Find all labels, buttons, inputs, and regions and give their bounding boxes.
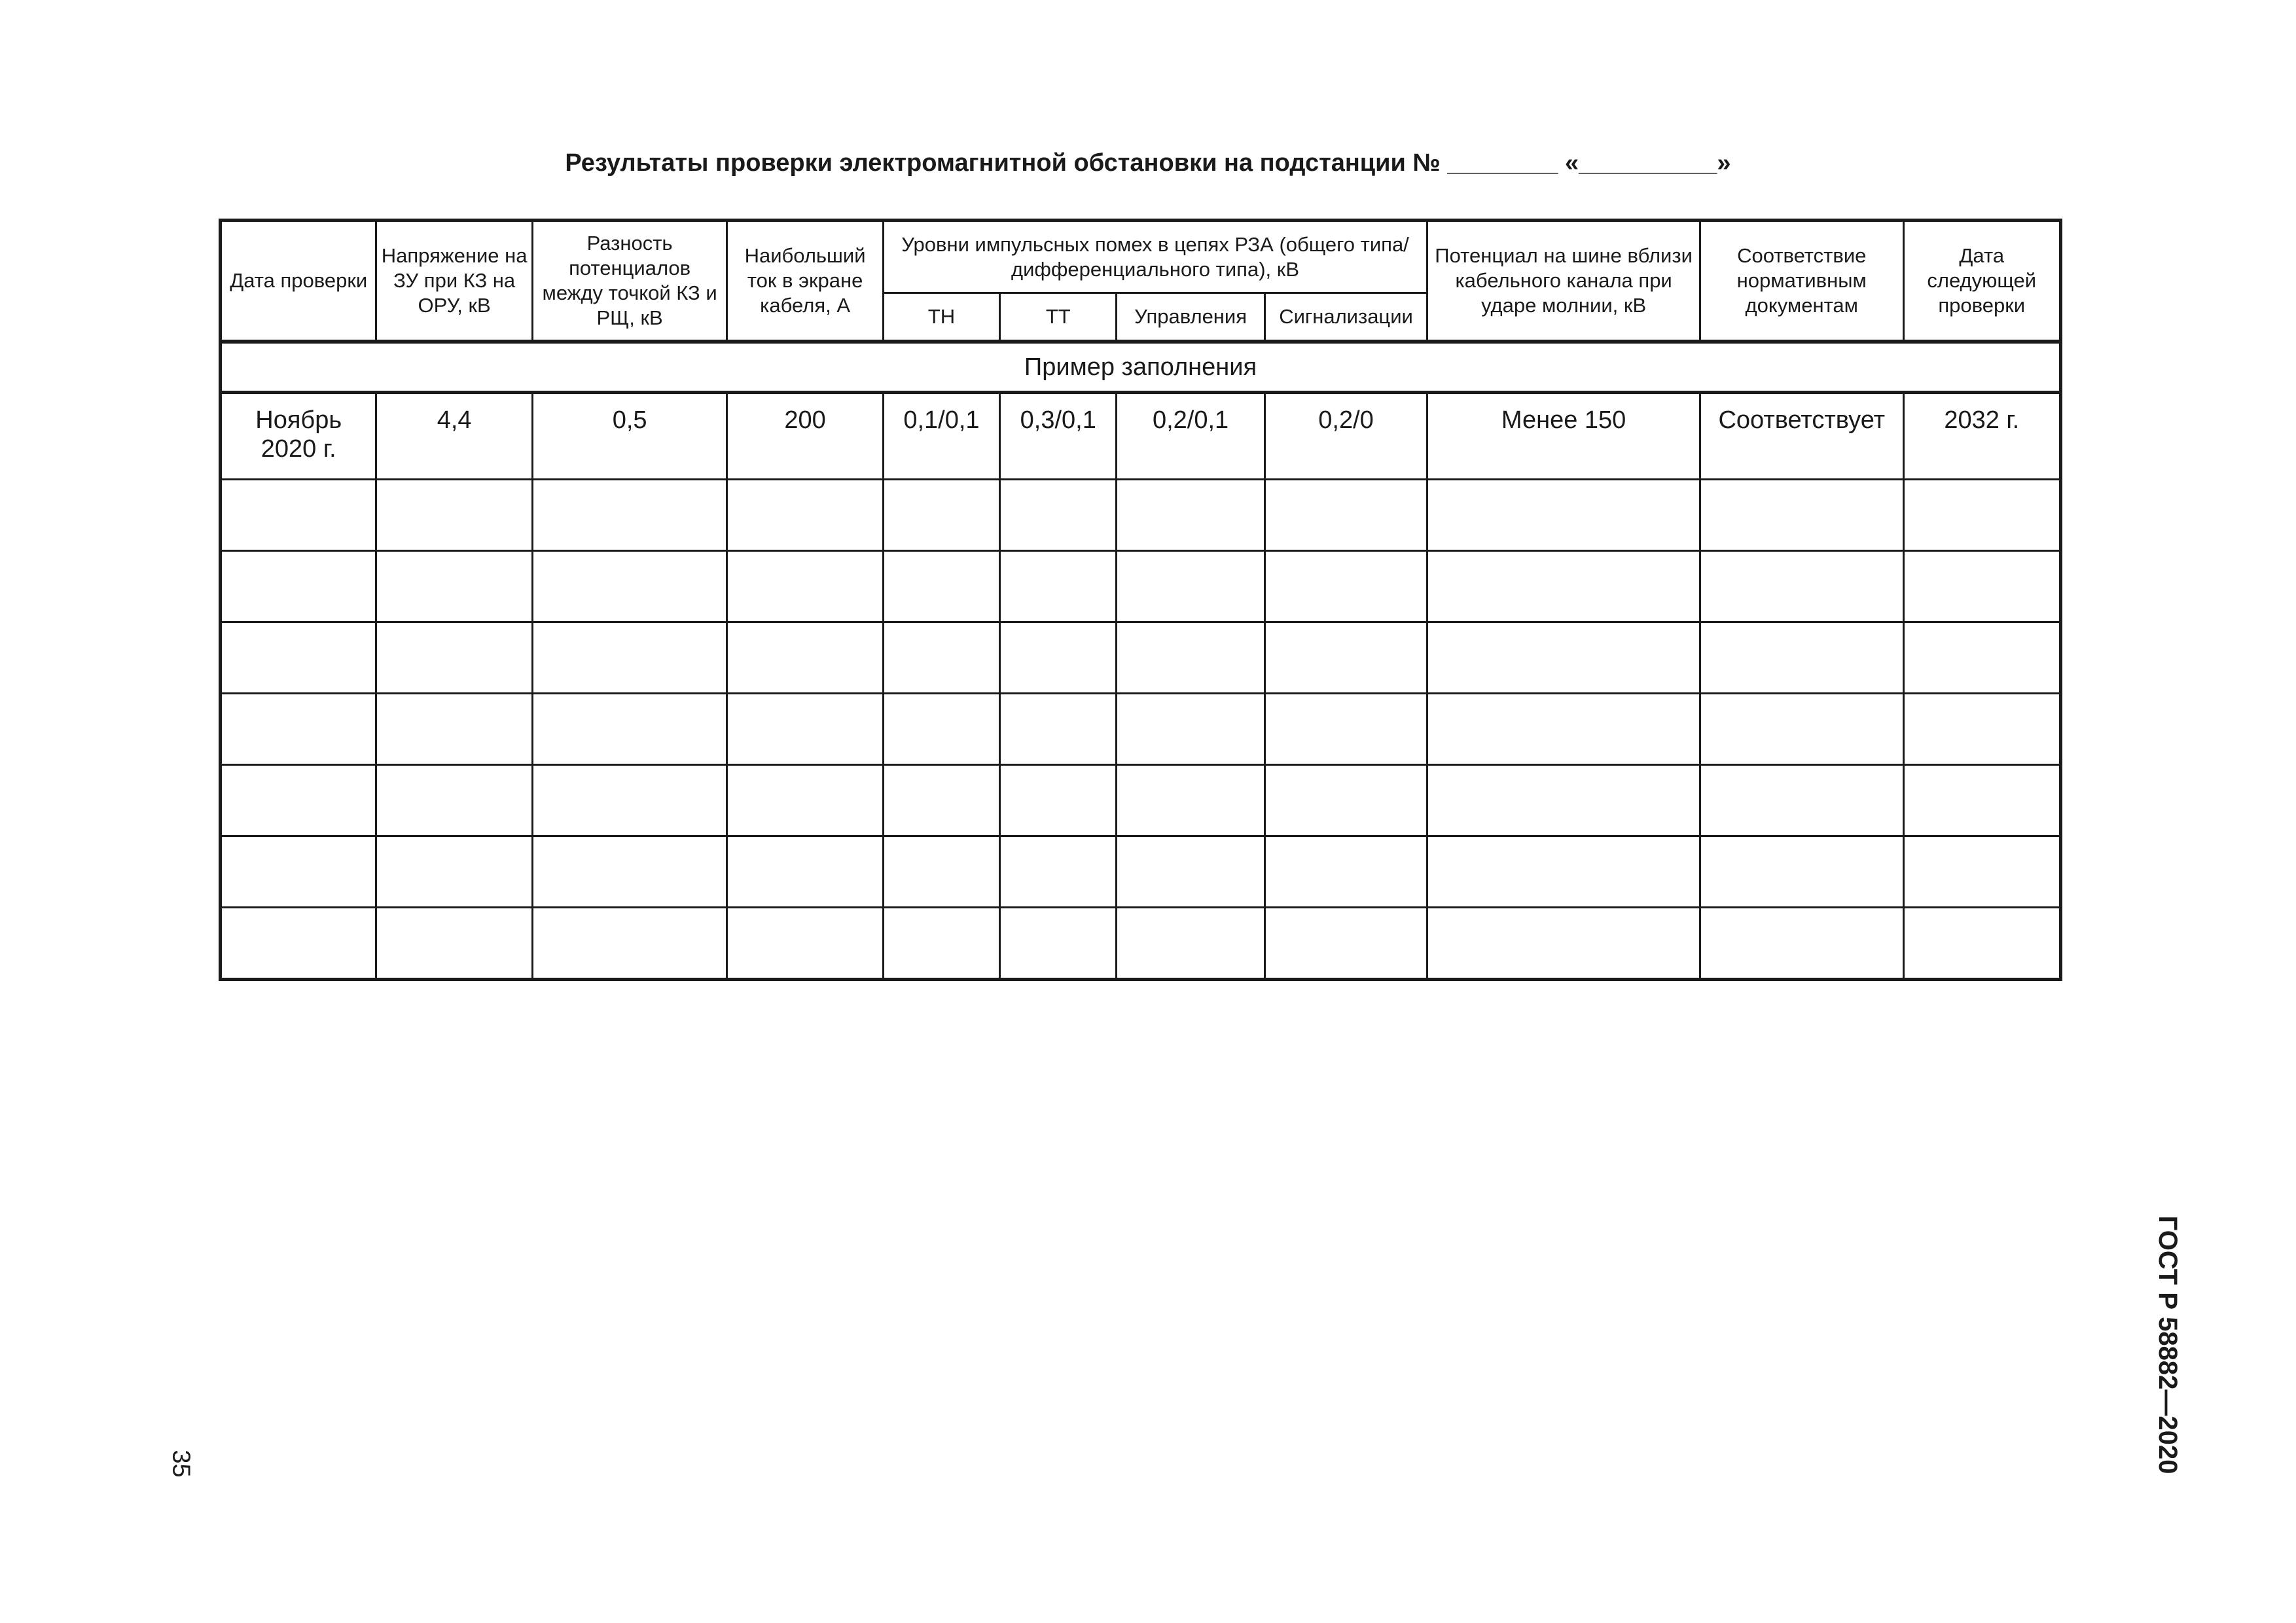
cell-compliance: Соответствует — [1700, 393, 1903, 480]
inspection-results-table — [219, 219, 2062, 981]
empty-cell — [376, 908, 532, 980]
empty-cell — [1427, 694, 1700, 765]
empty-cell — [883, 908, 999, 980]
empty-row — [221, 622, 2061, 694]
empty-row — [221, 551, 2061, 622]
empty-cell — [727, 765, 883, 836]
empty-row — [221, 765, 2061, 836]
empty-cell — [1265, 765, 1427, 836]
empty-row — [221, 694, 2061, 765]
empty-cell — [1117, 694, 1265, 765]
empty-cell — [1700, 694, 1903, 765]
cell-potential-difference: 0,5 — [532, 393, 727, 480]
empty-cell — [1427, 836, 1700, 908]
header-impulse-levels: Уровни импульсных помех в цепях РЗА (общего типа/дифференциального типа), кВ — [883, 221, 1427, 293]
cell-control: 0,2/0,1 — [1117, 393, 1265, 480]
empty-cell — [1000, 908, 1117, 980]
empty-cell — [1265, 694, 1427, 765]
header-bus-potential: Потенциал на шине вблизи кабельного канала при ударе молнии, кВ — [1427, 221, 1700, 342]
header-potential-difference: Разность потенциалов между точкой КЗ и РЩ, кВ — [532, 221, 727, 342]
empty-cell — [1117, 908, 1265, 980]
empty-cell — [221, 694, 376, 765]
cell-tt: 0,3/0,1 — [1000, 393, 1117, 480]
document-code: ГОСТ Р 58882—2020 — [2153, 1215, 2182, 1474]
empty-cell — [532, 836, 727, 908]
empty-cell — [1903, 480, 2060, 551]
sample-row — [221, 393, 2061, 480]
cell-tn: 0,1/0,1 — [883, 393, 999, 480]
empty-cell — [1117, 480, 1265, 551]
empty-cell — [532, 551, 727, 622]
empty-cell — [1265, 480, 1427, 551]
empty-cell — [1265, 622, 1427, 694]
page-title: Результаты проверки электромагнитной обстановки на подстанции № ________ «__________» — [565, 149, 1731, 177]
example-label: Пример заполнения — [221, 342, 2061, 393]
empty-cell — [221, 765, 376, 836]
header-signaling: Сигнализации — [1265, 293, 1427, 342]
empty-cell — [1903, 694, 2060, 765]
empty-cell — [1000, 622, 1117, 694]
empty-cell — [376, 765, 532, 836]
empty-cell — [221, 836, 376, 908]
empty-cell — [727, 908, 883, 980]
empty-cell — [1117, 622, 1265, 694]
empty-cell — [883, 836, 999, 908]
empty-cell — [376, 694, 532, 765]
empty-cell — [221, 480, 376, 551]
empty-cell — [727, 551, 883, 622]
empty-row — [221, 836, 2061, 908]
example-label-row — [221, 342, 2061, 393]
empty-cell — [1903, 551, 2060, 622]
header-max-current: Наибольший ток в экране кабеля, А — [727, 221, 883, 342]
cell-date: Ноябрь 2020 г. — [221, 393, 376, 480]
empty-cell — [883, 551, 999, 622]
header-row — [221, 221, 2061, 293]
header-voltage: Напряжение на ЗУ при КЗ на ОРУ, кВ — [376, 221, 532, 342]
empty-row — [221, 908, 2061, 980]
empty-cell — [1000, 694, 1117, 765]
header-compliance: Соответствие нормативным документам — [1700, 221, 1903, 342]
empty-cell — [883, 622, 999, 694]
empty-cell — [1000, 765, 1117, 836]
cell-bus-potential: Менее 150 — [1427, 393, 1700, 480]
empty-row — [221, 480, 2061, 551]
empty-cell — [1427, 480, 1700, 551]
empty-cell — [1700, 836, 1903, 908]
empty-cell — [1903, 765, 2060, 836]
empty-cell — [221, 908, 376, 980]
empty-cell — [532, 480, 727, 551]
empty-cell — [1000, 480, 1117, 551]
empty-cell — [1903, 622, 2060, 694]
empty-rows — [221, 480, 2061, 980]
empty-cell — [727, 836, 883, 908]
empty-cell — [883, 765, 999, 836]
empty-cell — [883, 480, 999, 551]
empty-cell — [1700, 551, 1903, 622]
empty-cell — [1000, 836, 1117, 908]
empty-cell — [1700, 908, 1903, 980]
empty-cell — [1117, 551, 1265, 622]
header-tt: ТТ — [1000, 293, 1117, 342]
empty-cell — [376, 480, 532, 551]
page-number: 35 — [167, 1450, 195, 1478]
cell-voltage: 4,4 — [376, 393, 532, 480]
empty-cell — [727, 480, 883, 551]
cell-next-date: 2032 г. — [1903, 393, 2060, 480]
empty-cell — [883, 694, 999, 765]
empty-cell — [1427, 551, 1700, 622]
empty-cell — [1117, 765, 1265, 836]
empty-cell — [532, 694, 727, 765]
header-tn: ТН — [883, 293, 999, 342]
empty-cell — [1265, 551, 1427, 622]
cell-signaling: 0,2/0 — [1265, 393, 1427, 480]
empty-cell — [221, 622, 376, 694]
empty-cell — [221, 551, 376, 622]
empty-cell — [376, 836, 532, 908]
empty-cell — [1265, 836, 1427, 908]
empty-cell — [727, 622, 883, 694]
empty-cell — [1000, 551, 1117, 622]
empty-cell — [1427, 622, 1700, 694]
cell-max-current: 200 — [727, 393, 883, 480]
header-next-date: Дата следующей проверки — [1903, 221, 2060, 342]
empty-cell — [1700, 480, 1903, 551]
header-date: Дата проверки — [221, 221, 376, 342]
header-control: Управления — [1117, 293, 1265, 342]
empty-cell — [376, 622, 532, 694]
empty-cell — [532, 622, 727, 694]
empty-cell — [1903, 836, 2060, 908]
empty-cell — [1117, 836, 1265, 908]
empty-cell — [376, 551, 532, 622]
empty-cell — [1265, 908, 1427, 980]
empty-cell — [532, 908, 727, 980]
empty-cell — [1903, 908, 2060, 980]
empty-cell — [1700, 765, 1903, 836]
empty-cell — [1700, 622, 1903, 694]
empty-cell — [532, 765, 727, 836]
empty-cell — [1427, 765, 1700, 836]
empty-cell — [1427, 908, 1700, 980]
empty-cell — [727, 694, 883, 765]
